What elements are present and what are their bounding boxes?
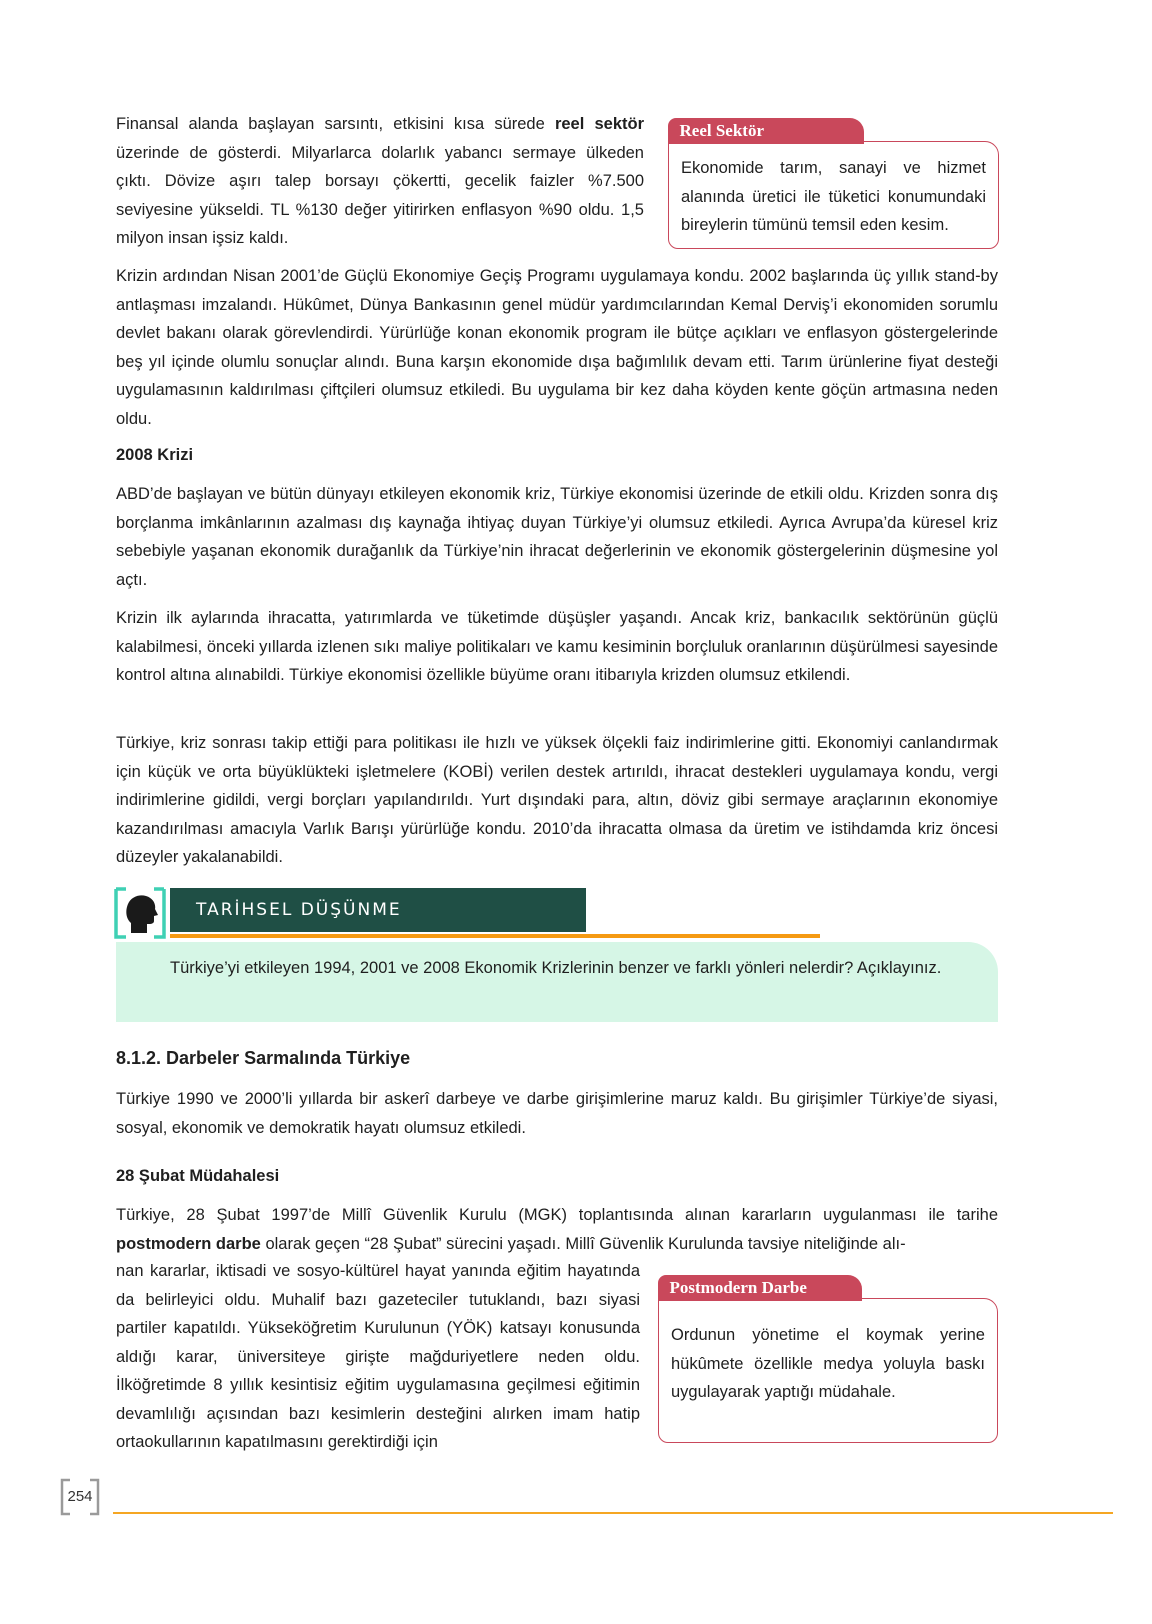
footer-line	[113, 1512, 1113, 1514]
postmodern-darbe-title: Postmodern Darbe	[658, 1275, 862, 1301]
reel-sektor-title: Reel Sektör	[668, 118, 864, 144]
intro-text-end: üzerinde de gösterdi. Milyarlarca dolarlık yabancı sermaye ülkeden çıktı. Dövize aşırı talep borsayı çökertti, gecelik faizler %7.500 seviyesine yükseldi. TL %130 değer yitirirken enflasyon %90 oldu. 1,5 milyon insan işsiz kaldı.	[116, 143, 644, 247]
thinking-question: Türkiye’yi etkileyen 1994, 2001 ve 2008 Ekonomik Krizlerinin benzer ve farklı yönleri nelerdir? Açıklayınız.	[170, 959, 942, 977]
reel-sektor-box	[668, 121, 999, 249]
thinking-accent-line	[170, 934, 820, 938]
subat-text-mid: olarak geçen “28 Şubat” sürecini yaşadı. Millî Güvenlik Kurulunda tavsiye niteliğinde alı-	[260, 1234, 906, 1253]
heading-28-subat: 28 Şubat Müdahalesi	[116, 1167, 280, 1185]
postmodern-darbe-definition: Ordunun yönetime el koymak yerine hükûmete özellikle medya yoluyla baskı uygulayarak yaptığı müdahale.	[671, 1326, 985, 1401]
paragraph-2008-b: Krizin ilk aylarında ihracatta, yatırımlarda ve tüketimde düşüşler yaşandı. Ancak kriz, bankacılık sektörünün güçlü kalabilmesi, önceki yıllarda izlenen sıkı maliye politikaları ve kamu kesiminin borçluluk oranlarının düşürülmesi sayesinde kontrol altına alınabildi. Türkiye ekonomisi özellikle büyüme oranı itibarıyla krizden olumsuz etkilendi.	[116, 609, 998, 684]
paragraph-darbeler: Türkiye 1990 ve 2000’li yıllarda bir askerî darbeye ve darbe girişimlerine maruz kaldı. Bu girişimler Türkiye’de siyasi, sosyal, ekonomik ve demokratik hayatı olumsuz etkiledi.	[116, 1090, 998, 1137]
reel-sektor-definition: Ekonomide tarım, sanayi ve hizmet alanında üretici ile tüketici konumundaki bireylerin tümünü temsil eden kesim.	[681, 159, 986, 234]
page-number: 254	[67, 1488, 93, 1505]
head-profile-icon	[114, 887, 166, 939]
heading-darbeler: 8.1.2. Darbeler Sarmalında Türkiye	[116, 1048, 411, 1068]
reel-sektor-term: reel sektör	[554, 115, 644, 133]
paragraph-2001-program: Krizin ardından Nisan 2001’de Güçlü Ekonomiye Geçiş Programı uygulamaya kondu. 2002 başlarında üç yıllık stand-by antlaşması imzalandı. Hükûmet, Dünya Bankasının genel müdür yardımcılarından Kemal Derviş’i ekonomiden sorumlu devlet bakanı olarak görevlendirdi. Yürürlüğe konan ekonomik program ile bütçe açıkları ve enflasyon göstergelerinde beş yıl içinde olumlu sonuçlar alındı. Buna karşın ekonomide dışa bağımlılık devam etti. Tarım ürünlerine fiyat desteği uygulamasının kaldırılması çiftçileri olumsuz etkiledi. Bu uygulama bir kez daha köyden kente göçün artmasına neden oldu.	[116, 267, 998, 428]
thinking-title: TARİHSEL DÜŞÜNME	[170, 888, 586, 932]
heading-2008-crisis: 2008 Krizi	[116, 446, 194, 464]
paragraph-28-subat-intro	[116, 1201, 998, 1258]
intro-paragraph	[116, 110, 644, 253]
paragraph-2008-c: Türkiye, kriz sonrası takip ettiği para politikası ile hızlı ve yüksek ölçekli faiz indirimlerine gitti. Ekonomiyi canlandırmak için küçük ve orta büyüklükteki işletmelere (KOBİ) verilen destek artırıldı, ihracat destekleri uygulamaya kondu, vergi indirimlerine gidildi, vergi borçları yapılandırıldı. Yurt dışındaki para, altın, döviz gibi sermaye araçlarının ekonomiye kazandırılması amacıyla Varlık Barışı yürürlüğe kondu. 2010’da ihracatta olmasa da üretim ve istihdamda kriz öncesi düzeyler yakalanabildi.	[116, 734, 998, 866]
paragraph-28-subat-rest: nan kararlar, iktisadi ve sosyo-kültürel hayat yanında eğitim hayatında da belirleyici oldu. Muhalif bazı gazeteciler tutuklandı, bazı siyasi partiler kapatıldı. Yükseköğretim Kurulunun (YÖK) katsayı konusunda aldığı karar, üniversiteye girişte mağduriyetlere neden oldu. İlköğretimde 8 yıllık kesintisiz eğitim uygulamasına geçilmesi eğitimin devamlılığı açısından bazı kesimlerin desteğini alırken imam hatip ortaokullarının kapatılmasını gerektirdiği için	[116, 1262, 640, 1451]
intro-text-start: Finansal alanda başlayan sarsıntı, etkisini kısa sürede	[116, 115, 555, 133]
paragraph-2008-a: ABD’de başlayan ve bütün dünyayı etkileyen ekonomik kriz, Türkiye ekonomisi üzerinde de etkili oldu. Krizden sonra dış borçlanma imkânlarının azalması dış kaynağa ihtiyaç duyan Türkiye’yi olumsuz etkiledi. Ayrıca Avrupa’da küresel kriz sebebiyle yaşanan ekonomik durağanlık da Türkiye’nin ihracat değerlerinin ve ekonomik göstergelerinin düşmesine yol açtı.	[116, 485, 998, 589]
subat-text-start: Türkiye, 28 Şubat 1997’de Millî Güvenlik Kurulu (MGK) toplantısında alınan kararların uygulanması ile tarihe	[116, 1206, 998, 1224]
postmodern-darbe-box	[658, 1278, 998, 1443]
postmodern-darbe-term: postmodern darbe	[116, 1234, 261, 1253]
